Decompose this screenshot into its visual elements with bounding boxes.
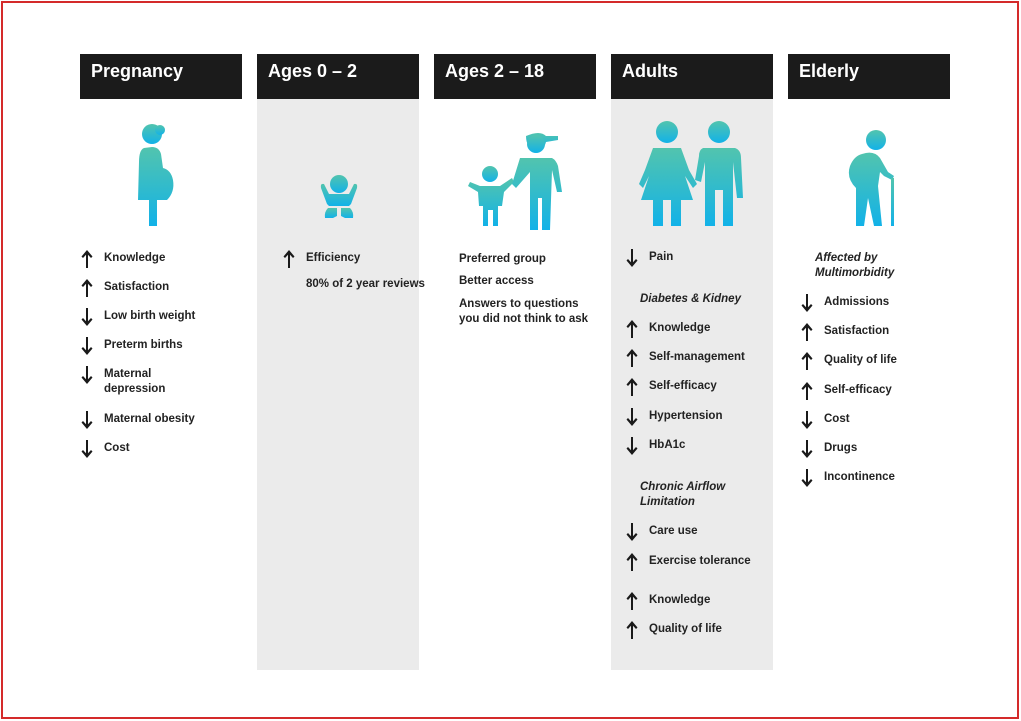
arrow-up-icon xyxy=(800,351,814,371)
subheading-label: Diabetes & Kidney xyxy=(640,293,741,305)
column-header: Pregnancy xyxy=(80,54,242,99)
arrow-down-icon xyxy=(625,407,639,427)
arrow-down-icon xyxy=(800,410,814,430)
outcome-label: Self-efficacy xyxy=(824,384,892,396)
arrow-down-icon xyxy=(800,293,814,313)
outcome-label: Low birth weight xyxy=(104,310,196,322)
outcome-label: 80% of 2 year reviews xyxy=(306,278,425,290)
outcome-label: Drugs xyxy=(824,442,858,454)
outcome-label: Knowledge xyxy=(649,322,711,334)
outcome-label: Cost xyxy=(824,413,850,425)
arrow-down-icon xyxy=(80,307,94,327)
outcome-label: HbA1c xyxy=(649,439,686,451)
arrow-down-icon xyxy=(80,365,94,385)
subheading-label: Affected by Multimorbidity xyxy=(815,252,895,279)
arrow-down-icon xyxy=(625,248,639,268)
arrow-up-icon xyxy=(625,319,639,339)
outcome-label: Pain xyxy=(649,251,674,263)
child-and-teen-icon xyxy=(466,130,566,230)
arrow-down-icon xyxy=(625,522,639,542)
outcome-label: Answers to questions you did not think to ask xyxy=(459,298,589,325)
arrow-down-icon xyxy=(800,439,814,459)
outcome-label: Better access xyxy=(459,275,534,287)
arrow-up-icon xyxy=(80,278,94,298)
outcome-label: Incontinence xyxy=(824,471,895,483)
column-header: Adults xyxy=(611,54,773,99)
arrow-up-icon xyxy=(625,348,639,368)
column-header: Elderly xyxy=(788,54,950,99)
outcome-label: Preferred group xyxy=(459,253,546,265)
column-header: Ages 2 – 18 xyxy=(434,54,596,99)
outcome-label: Hypertension xyxy=(649,410,723,422)
outcome-label: Efficiency xyxy=(306,252,361,264)
pregnant-woman-icon xyxy=(135,122,177,228)
outcome-label: Quality of life xyxy=(649,623,722,635)
baby-icon xyxy=(319,174,359,228)
outcome-label: Exercise tolerance xyxy=(649,555,751,567)
arrow-up-icon xyxy=(800,381,814,401)
outcome-label: Knowledge xyxy=(104,252,166,264)
outcome-label: Maternal obesity xyxy=(104,413,195,425)
arrow-up-icon xyxy=(625,591,639,611)
subheading-label: Chronic Airflow Limitation xyxy=(640,481,726,508)
arrow-up-icon xyxy=(282,249,296,269)
arrow-up-icon xyxy=(625,377,639,397)
outcome-label: Knowledge xyxy=(649,594,711,606)
arrow-up-icon xyxy=(800,322,814,342)
outcome-label: Care use xyxy=(649,525,698,537)
outcome-label: Satisfaction xyxy=(824,325,890,337)
column-header: Ages 0 – 2 xyxy=(257,54,419,99)
adult-couple-icon xyxy=(635,118,747,228)
outcome-label: Cost xyxy=(104,442,130,454)
arrow-down-icon xyxy=(625,436,639,456)
arrow-down-icon xyxy=(800,468,814,488)
outcome-label: Self-efficacy xyxy=(649,380,717,392)
outcome-label: Preterm births xyxy=(104,339,183,351)
arrow-up-icon xyxy=(625,552,639,572)
arrow-down-icon xyxy=(80,439,94,459)
arrow-down-icon xyxy=(80,336,94,356)
column-background xyxy=(257,54,419,670)
outcome-label: Maternal depression xyxy=(104,368,166,395)
elderly-person-with-cane-icon xyxy=(842,128,902,228)
arrow-down-icon xyxy=(80,410,94,430)
outcome-label: Self-management xyxy=(649,351,745,363)
arrow-up-icon xyxy=(625,620,639,640)
arrow-up-icon xyxy=(80,249,94,269)
outcome-label: Satisfaction xyxy=(104,281,170,293)
outcome-label: Admissions xyxy=(824,296,890,308)
outcome-label: Quality of life xyxy=(824,354,897,366)
